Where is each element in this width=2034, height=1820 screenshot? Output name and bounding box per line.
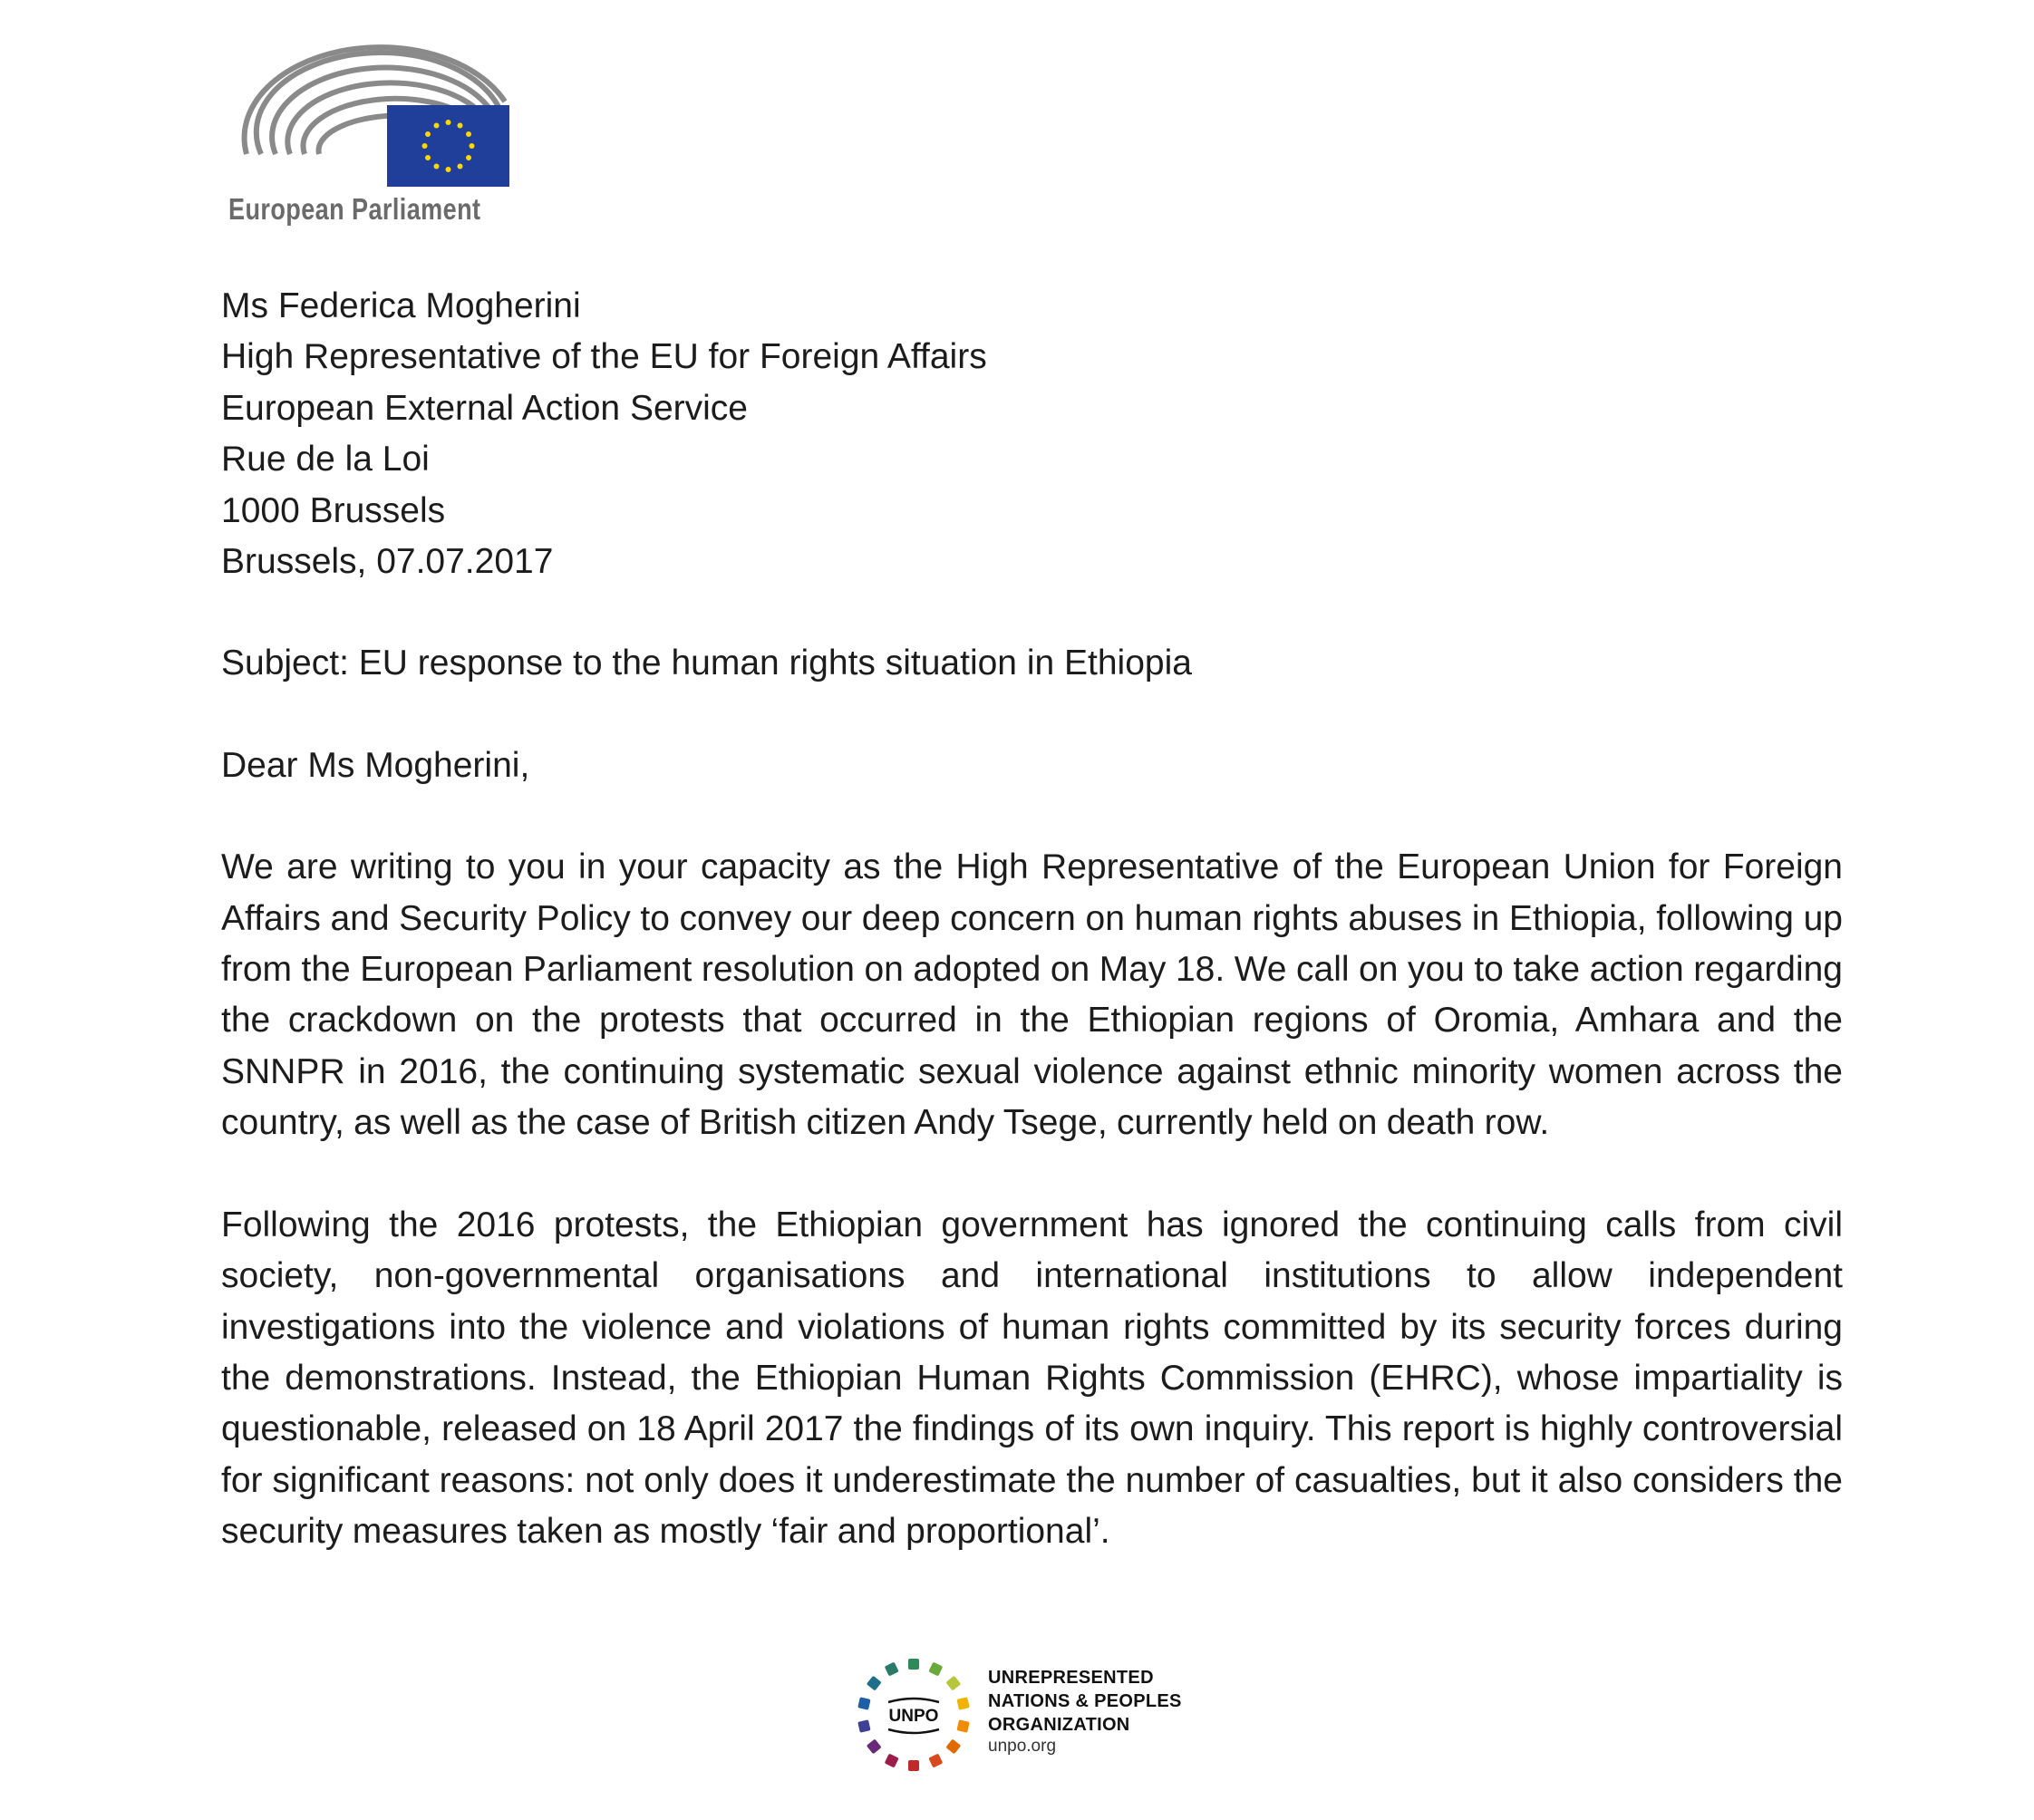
eu-star-icon: [466, 131, 471, 137]
letter-salutation: Dear Ms Mogherini,: [221, 745, 530, 785]
letter-paragraph: Following the 2016 protests, the Ethiopian government has ignored the continuing calls from civil society, non-governmental organisations and international institutions to allow independent investigations into the violence and violations of human rights committed by its security forces during the demonstrations. Instead, the Ethiopian Human Rights Commission (EHRC), whose impartiality is questionable, released on 18 April 2017 the findings of its own inquiry. This report is highly controversial for significant reasons: not only does it underestimate the number of casualties, but it also considers the security measures taken as mostly ‘fair and proportional’.: [221, 1205, 1843, 1552]
unpo-ring-segment-icon: [885, 1661, 899, 1676]
european-parliament-logo: [228, 36, 518, 245]
recipient-title: High Representative of the EU for Foreign Affairs: [221, 337, 987, 377]
unpo-ring-icon: [850, 1650, 977, 1776]
unpo-name-line: UNREPRESENTED: [988, 1668, 1154, 1688]
unpo-name: [988, 1666, 1182, 1737]
unpo-ring-segment-icon: [928, 1753, 943, 1767]
unpo-ring-segment-icon: [857, 1697, 870, 1709]
unpo-ring-segment-icon: [945, 1738, 961, 1754]
letter-subject: Subject: EU response to the human rights situation in Ethiopia: [221, 644, 1192, 683]
letter-date: Brussels, 07.07.2017: [221, 542, 554, 582]
recipient-city: 1000 Brussels: [221, 490, 446, 530]
unpo-name-line: ORGANIZATION: [988, 1715, 1130, 1735]
eu-star-icon: [434, 123, 440, 129]
logo-text: European Parliament: [228, 192, 481, 226]
recipient-name: Ms Federica Mogherini: [221, 286, 581, 325]
hemicycle-flag-icon: [228, 36, 518, 190]
unpo-ring-segment-icon: [956, 1719, 969, 1732]
letter-paragraph: We are writing to you in your capacity as the High Representative of the European Union for Foreign Affairs and Security Policy to convey our deep concern on human rights abuses in Ethiopia, following up from the European Parliament resolution on adopted on May 18. We call on you to take action regarding the crackdown on the protests that occurred in the Ethiopian regions of Oromia, Amhara and the SNNPR in 2016, the continuing systematic sexual violence against ethnic minority women across the country, as well as the case of British citizen Andy Tsege, currently held on death row.: [221, 847, 1843, 1143]
recipient-street: Rue de la Loi: [221, 440, 430, 479]
eu-star-icon: [446, 167, 451, 172]
eu-star-icon: [434, 164, 440, 169]
unpo-ring-segment-icon: [867, 1676, 882, 1691]
unpo-abbreviation: UNPO: [888, 1707, 939, 1726]
unpo-ring-segment-icon: [867, 1738, 882, 1754]
eu-star-icon: [446, 120, 451, 125]
letter-body: [221, 281, 1843, 1558]
unpo-url: unpo.org: [988, 1737, 1057, 1756]
unpo-ring-segment-icon: [945, 1676, 961, 1691]
unpo-ring-segment-icon: [908, 1760, 919, 1771]
unpo-ring-segment-icon: [956, 1697, 969, 1709]
recipient-organisation: European External Action Service: [221, 388, 749, 428]
eu-star-icon: [425, 155, 431, 160]
eu-star-icon: [466, 155, 471, 160]
eu-star-icon: [458, 123, 463, 129]
eu-star-icon: [458, 164, 463, 169]
unpo-ring-segment-icon: [928, 1661, 943, 1676]
unpo-name-line: NATIONS & PEOPLES: [988, 1691, 1182, 1711]
unpo-ring-segment-icon: [885, 1753, 899, 1767]
eu-star-icon: [470, 143, 475, 149]
unpo-ring-segment-icon: [908, 1659, 919, 1670]
eu-star-icon: [425, 131, 431, 137]
unpo-logo: [850, 1650, 1213, 1776]
unpo-ring-segment-icon: [857, 1719, 870, 1732]
recipient-address: [221, 281, 1843, 587]
eu-star-icon: [422, 143, 428, 149]
